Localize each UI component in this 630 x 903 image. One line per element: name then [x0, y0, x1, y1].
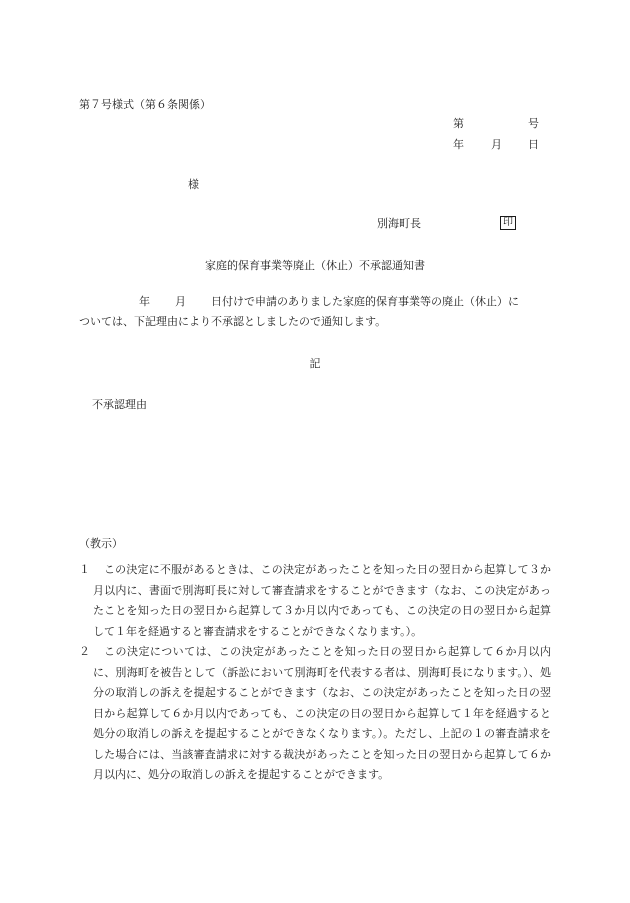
intro-line-1-rest: 日付けで申請のありました家庭的保育事業等の廃止（休止）に: [211, 295, 519, 308]
notice-item-text: この決定については、この決定があったことを知った日の翌日から起算して６か月以内に、別海町を被告として（訴訟において別海町を代表する者は、別海町長になります。）、処分の取消しの訴えを提起することができます（なお、この決定があったことを知った日の翌日から起算して６か月以内であっても、この決定の日の翌日から起算して１年を経過すると処分の取消しの訴えを提起することができなくなります。）。ただし、上記の１の審査請求をした場合には、当該審査請求に対する裁決があったことを知った日の翌日から起算して６か月以内に、処分の取消しの訴えを提起することができます。: [93, 645, 551, 781]
document-date-year: 年: [453, 138, 464, 151]
issuer: [377, 218, 421, 229]
ki-heading: 記: [309, 357, 321, 370]
notice-item-text: この決定に不服があるときは、この決定があったことを知った日の翌日から起算して３か月以内に、書面で別海町長に対して審査請求をすることができます（なお、この決定があったことを知った日の翌日から起算して３か月以内であっても、この決定の日の翌日から起算して１年を経過すると審査請求をすることができなくなります。）。: [93, 563, 551, 638]
reason-label: 不承認理由: [92, 398, 147, 411]
notice-item-number: ２: [79, 645, 90, 658]
intro-month: 月: [175, 295, 186, 308]
seal-mark: 印: [500, 216, 516, 230]
issuer-name: 別海町長: [377, 217, 421, 230]
form-id: 第７号様式（第６条関係）: [79, 98, 211, 111]
intro-paragraph: [79, 296, 551, 327]
notice-heading: （教示）: [79, 537, 123, 550]
intro-line-2: ついては、下記理由により不承認としましたので通知します。: [79, 315, 387, 328]
addressee: 様: [188, 178, 199, 191]
notice-item: [79, 560, 551, 642]
notice-item: [79, 642, 551, 786]
notice-item-number: １: [79, 563, 90, 576]
document-number-prefix: 第: [453, 117, 464, 130]
document-title: 家庭的保育事業等廃止（休止）不承認通知書: [205, 259, 425, 272]
document-number-suffix: 号: [528, 117, 539, 130]
document-date-day: 日: [528, 138, 539, 151]
notice-list: [79, 560, 551, 786]
intro-line-1: [79, 296, 551, 307]
document-date-month: 月: [491, 138, 502, 151]
intro-year: 年: [139, 295, 150, 308]
